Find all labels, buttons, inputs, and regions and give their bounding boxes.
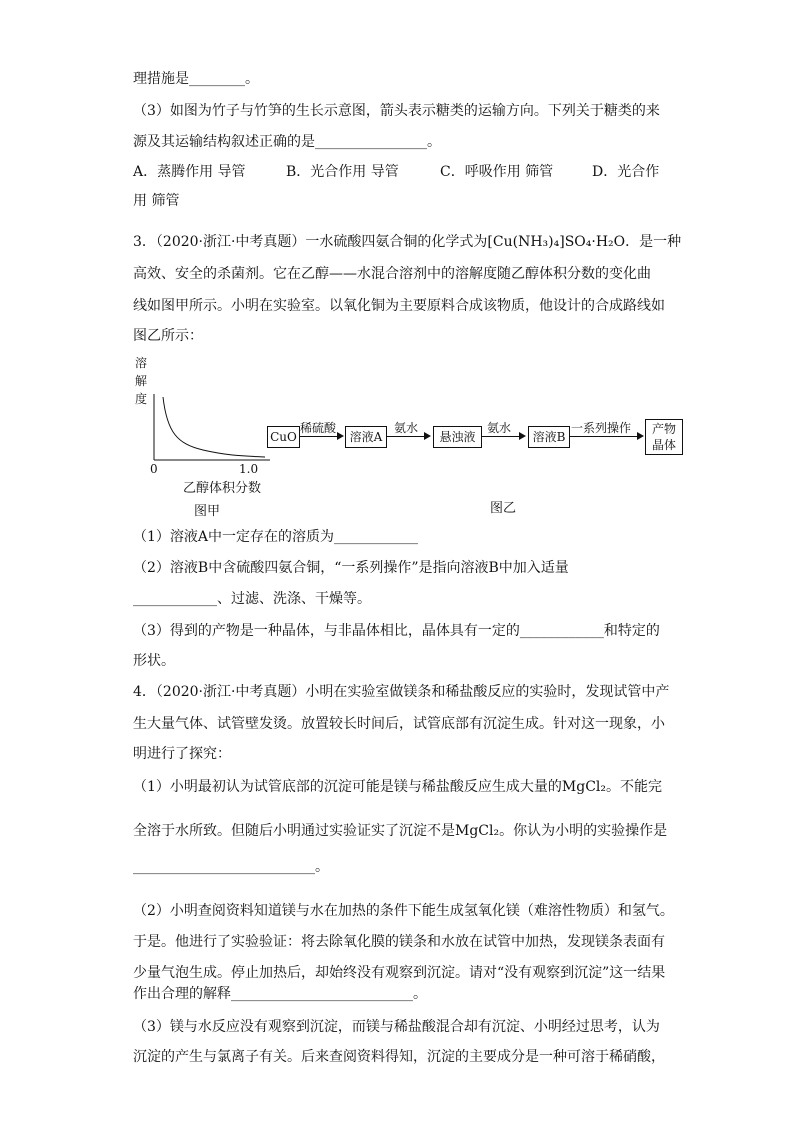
option-d: D．光合作	[592, 164, 660, 180]
arrow-line	[299, 436, 337, 437]
arrow-line	[386, 436, 424, 437]
text-line: 明进行了探究：	[133, 746, 231, 762]
text-line: 高效、安全的杀菌剂。它在乙醇——水混合溶剂中的溶解度随乙醇体积分数的变化曲	[133, 266, 651, 282]
y-label-char: 度	[135, 392, 148, 406]
node-suspension: 悬浊液	[433, 426, 482, 448]
node-solution-a: 溶液A	[345, 426, 387, 448]
text-line: 图乙所示：	[133, 328, 203, 344]
arrow-line	[569, 436, 637, 437]
x-origin-label: 0	[150, 462, 158, 476]
q3-subquestion-1: （1）溶液A中一定存在的溶质为____________	[133, 529, 419, 545]
option-b: B．光合作用 导管	[286, 164, 399, 180]
text-line: （3）如图为竹子与竹笋的生长示意图，箭头表示糖类的运输方向。下列关于糖类的来	[133, 103, 660, 119]
option-a: A．蒸腾作用 导管	[133, 164, 246, 180]
q4-subquestion-2: （2）小明查阅资料知道镁与水在加热的条件下能生成氢氧化镁（难溶性物质）和氢气。	[133, 903, 674, 919]
text-line: 沉淀的产生与氯离子有关。后来查阅资料得知，沉淀的主要成分是一种可溶于稀硝酸，	[133, 1049, 665, 1065]
node-product-crystal: 产物晶体	[645, 419, 683, 455]
arrow-head	[519, 432, 526, 440]
text-line: __________________________。	[133, 859, 329, 875]
text-line: 全溶于水所致。但随后小明通过实验证实了沉淀不是MgCl₂。你认为小明的实验操作是	[133, 823, 668, 839]
arrow-head	[337, 432, 344, 440]
q4-subquestion-3: （3）镁与水反应没有观察到沉淀，而镁与稀盐酸混合却有沉淀、小明经过思考，认为	[133, 1019, 660, 1035]
text-line: 线如图甲所示。小明在实验室。以氧化铜为主要原料合成该物质，他设计的合成路线如	[133, 298, 665, 314]
question-3-stem: 3．（2020·浙江·中考真题）一水硫酸四氨合铜的化学式为[Cu(NH₃)₄]SO₄·H₂O．是一种	[133, 234, 682, 250]
q3-subquestion-3: （3）得到的产物是一种晶体，与非晶体相比，晶体具有一定的____________和特定的	[133, 623, 660, 639]
x-axis-label: 乙醇体积分数	[183, 481, 262, 496]
arrow-head	[637, 432, 644, 440]
node-cuo: CuO	[267, 426, 300, 448]
node-solution-b: 溶液B	[528, 426, 570, 448]
text-line: 源及其运输结构叙述正确的是________________。	[133, 134, 441, 150]
y-label-char: 溶	[135, 356, 148, 370]
solubility-curve-svg	[125, 352, 275, 472]
option-c: C．呼吸作用 筛管	[440, 164, 554, 180]
arrow-label: 稀硫酸	[300, 421, 337, 435]
y-label-char: 解	[135, 374, 148, 388]
text-line: 理措施是________。	[133, 71, 259, 87]
text-line: 用 筛管	[133, 193, 180, 209]
text-line: 于是。他进行了实验验证：将去除氧化膜的镁条和水放在试管中加热，发现镁条表面有	[133, 934, 665, 950]
text-line: 少量气泡生成。停止加热后，却始终没有观察到沉淀。请对“没有观察到沉淀”这一结果	[133, 965, 666, 981]
text-line: ____________、过滤、洗涤、干燥等。	[133, 591, 371, 607]
arrow-label: 一系列操作	[571, 421, 632, 435]
q4-subquestion-1: （1）小明最初认为试管底部的沉淀可能是镁与稀盐酸反应生成大量的MgCl₂。不能完	[133, 779, 663, 795]
x-end-label: 1.0	[239, 462, 259, 476]
text-line: 作出合理的解释__________________________。	[133, 986, 427, 1002]
arrow-label: 氨水	[487, 421, 512, 435]
text-line: 生大量气体、试管壁发烫。放置较长时间后，试管底部有沉淀生成。针对这一现象，小	[133, 716, 665, 732]
figure-caption-yi: 图乙	[490, 501, 517, 516]
figure-caption-jia: 图甲	[194, 504, 221, 519]
arrow-head	[424, 432, 431, 440]
q3-subquestion-2: （2）溶液B中含硫酸四氨合铜，“一系列操作”是指向溶液B中加入适量	[133, 560, 569, 576]
question-4-stem: 4．（2020·浙江·中考真题）小明在实验室做镁条和稀盐酸反应的实验时，发现试管中产	[133, 684, 670, 700]
arrow-label: 氨水	[394, 421, 419, 435]
arrow-line	[481, 436, 519, 437]
solubility-curve	[163, 397, 265, 457]
text-line: 形状。	[133, 653, 175, 669]
